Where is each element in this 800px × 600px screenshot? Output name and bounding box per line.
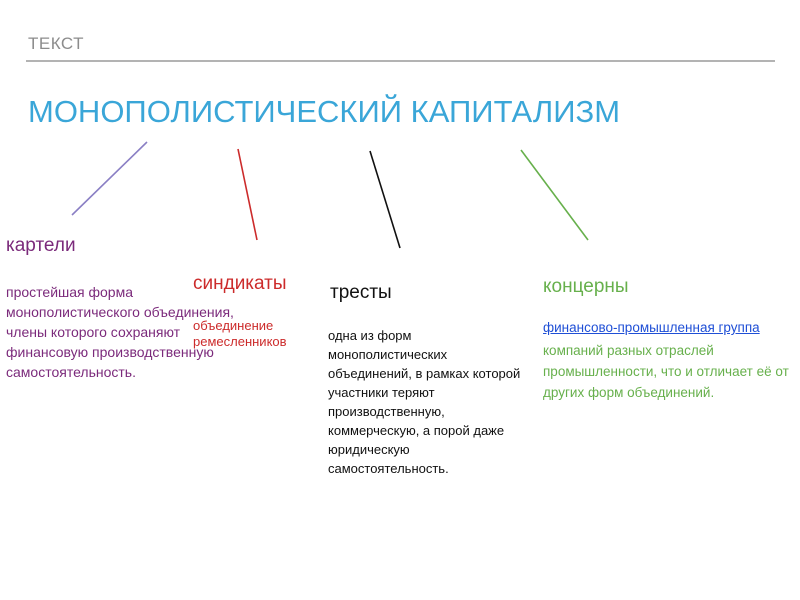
trest-heading: тресты — [330, 282, 392, 303]
kartel-heading: картели — [6, 235, 76, 256]
connector-kartel — [72, 142, 147, 215]
kartel-description: простейшая форма монополистического объединения, члены которого сохраняют финансовую производственную самостоятельность. — [6, 284, 234, 380]
connector-sindikat — [238, 149, 257, 240]
connector-trest — [370, 151, 400, 248]
header-label: ТЕКСТ — [28, 34, 85, 53]
sindikat-description: объединение ремесленников — [193, 318, 287, 349]
trest-description: одна из форм монополистических объединений, в рамках которой участники теряют производственную, коммерческую, а порой даже юридическую самостоятельность. — [328, 328, 521, 476]
koncern-description: компаний разных отраслей промышленности, что и отличает её от других форм объединений. — [543, 343, 789, 400]
connector-koncern — [521, 150, 588, 240]
koncern-heading: концерны — [543, 276, 629, 297]
koncern-link[interactable]: финансово-промышленная группа — [543, 320, 760, 335]
page-title: МОНОПОЛИСТИЧЕСКИЙ КАПИТАЛИЗМ — [28, 94, 621, 129]
sindikat-heading: синдикаты — [193, 273, 287, 294]
